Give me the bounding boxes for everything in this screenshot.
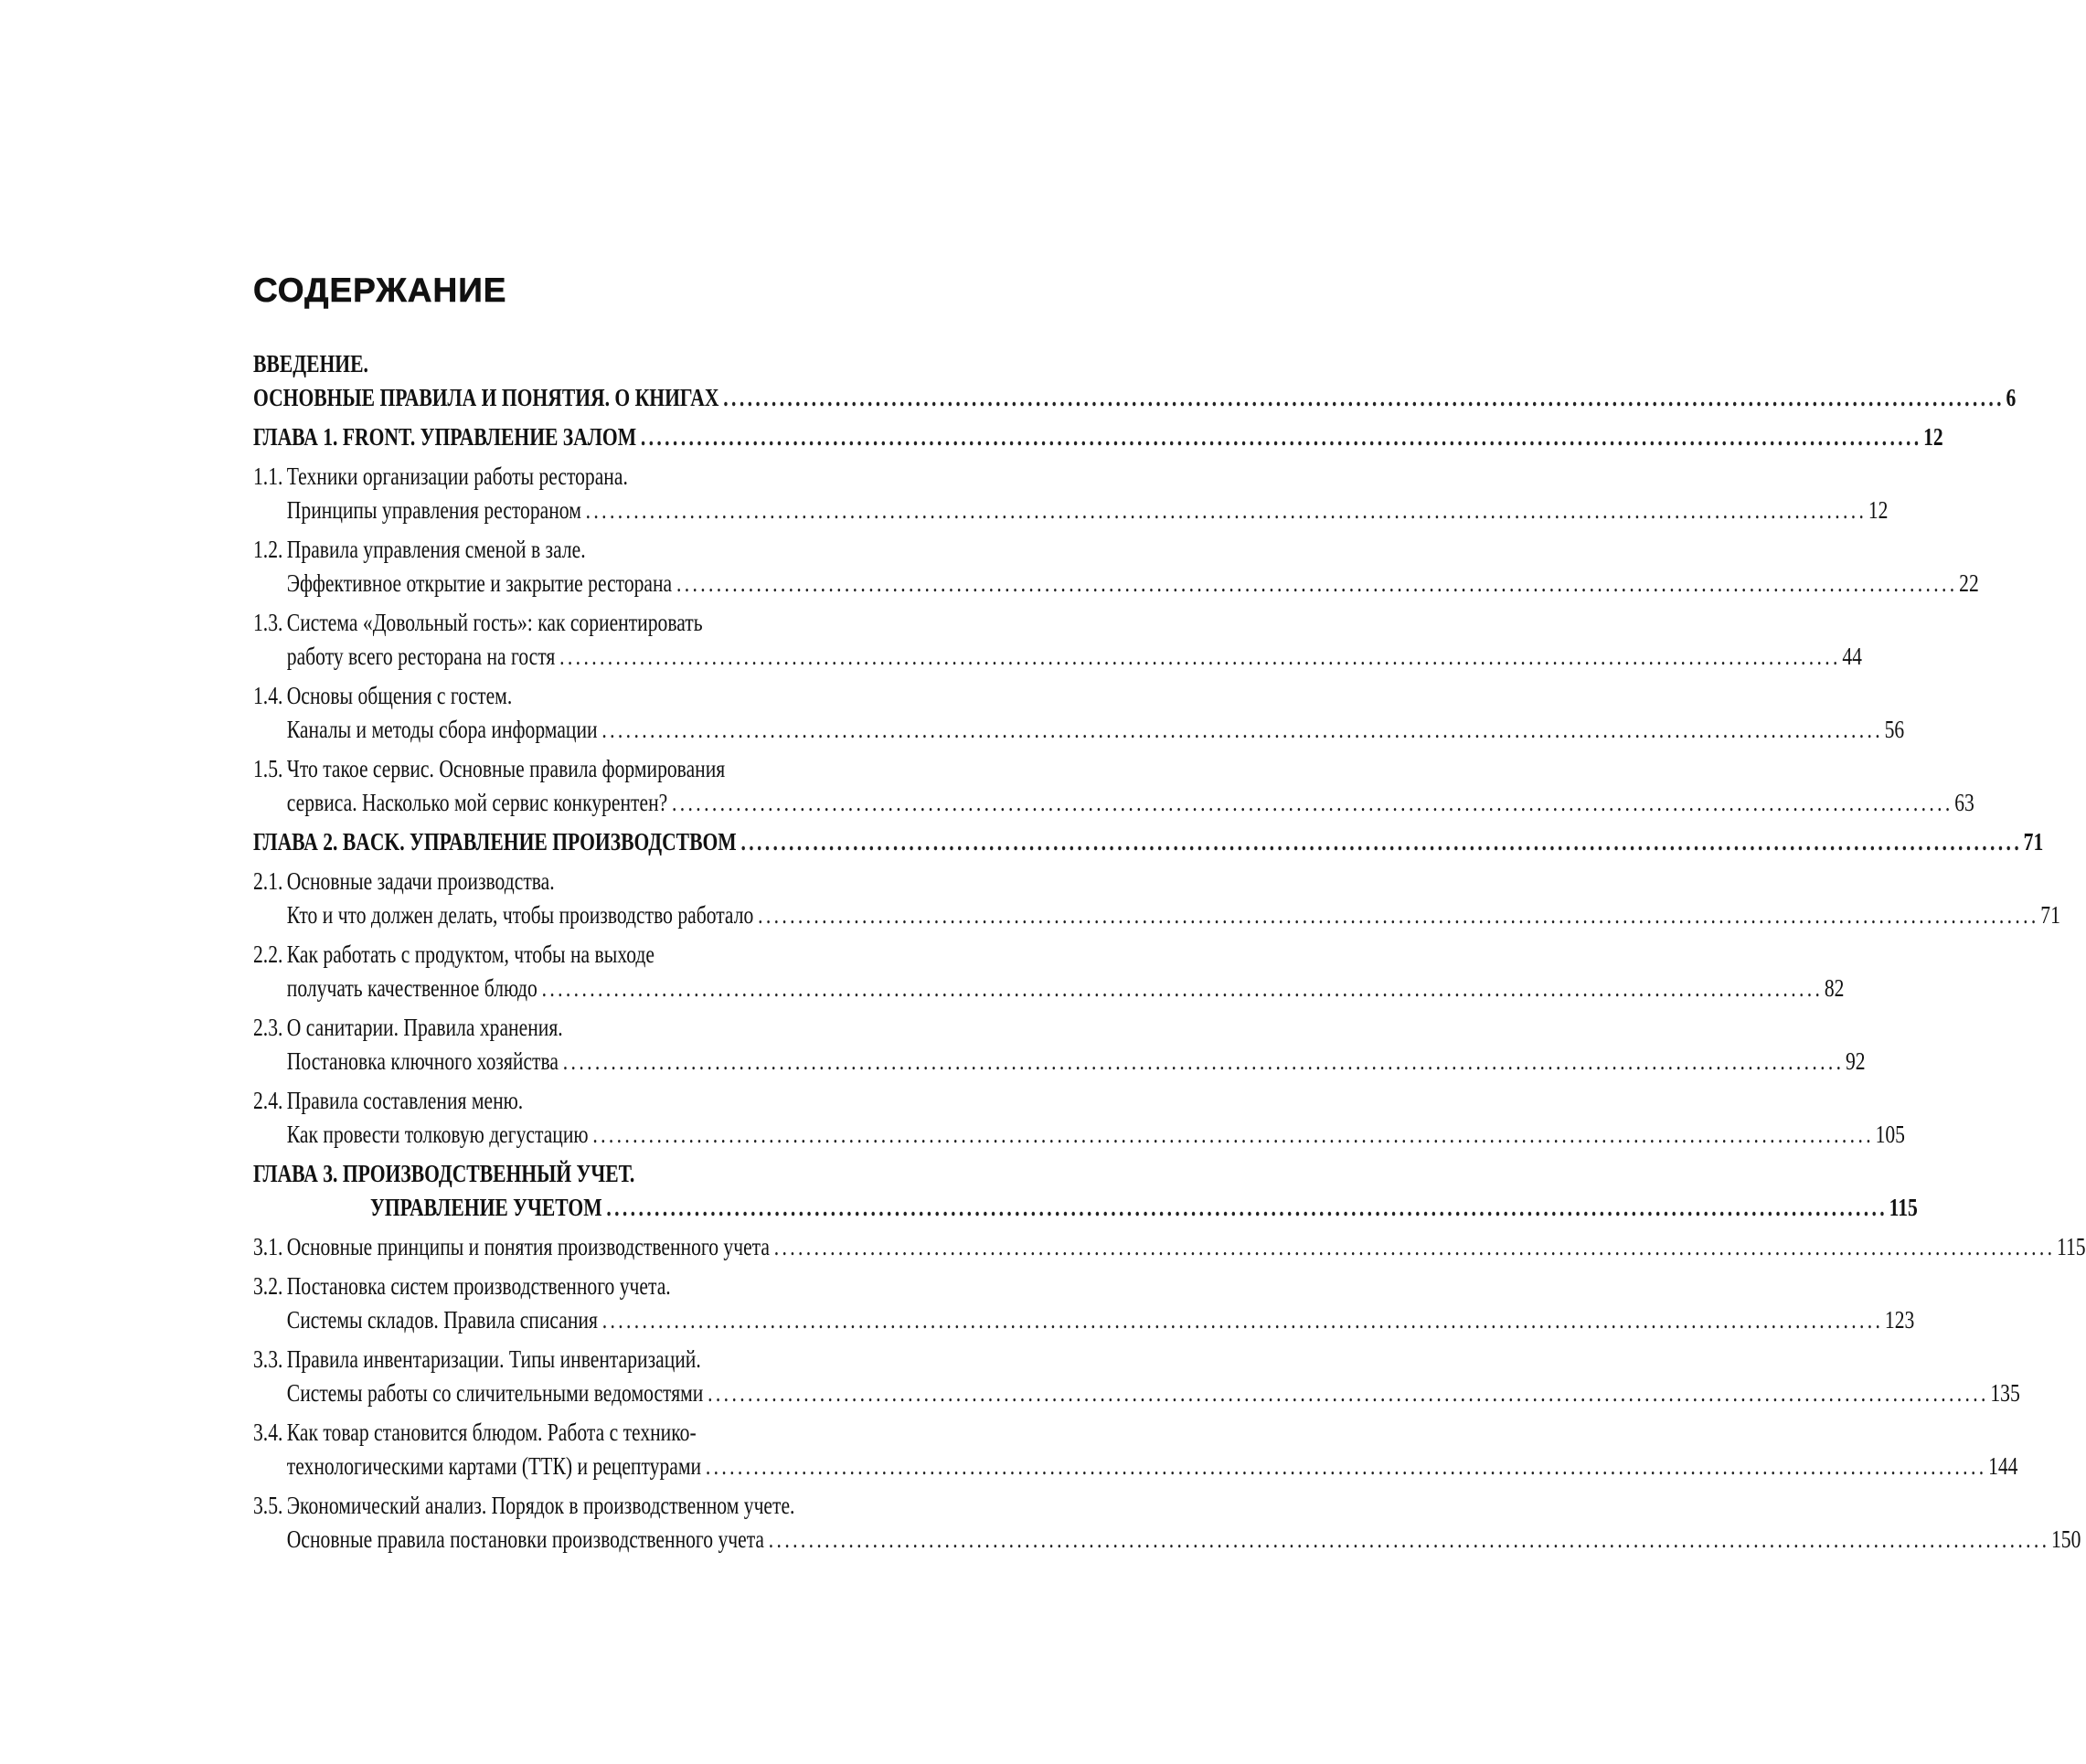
entry-title: Кто и что должен делать, чтобы производство работало <box>286 901 754 929</box>
section-number: 2.2. <box>253 940 283 968</box>
dot-leader: ................................................................................................................................................................ <box>676 569 1958 597</box>
toc-line <box>253 1343 1039 1376</box>
entry-title: Каналы и методы сбора информации <box>286 716 598 743</box>
entry-title: О санитарии. Правила хранения. <box>286 1014 563 1041</box>
toc-line <box>253 1450 2018 1483</box>
dot-leader: ................................................................................................................................................................ <box>601 1306 1884 1334</box>
dot-leader: ................................................................................................................................................................ <box>592 1121 1874 1148</box>
toc-line <box>253 865 1039 898</box>
entry-title: Постановка систем производственного учета. <box>286 1272 671 1300</box>
entry-title: ОСНОВНЫЕ ПРАВИЛА И ПОНЯТИЯ. О КНИГАХ <box>253 384 719 411</box>
page-number: 123 <box>1884 1306 1915 1334</box>
toc-line <box>253 1157 1039 1191</box>
entry-title: Экономический анализ. Порядок в производственном учете. <box>286 1492 795 1519</box>
entry-title: ГЛАВА 2. BACK. УПРАВЛЕНИЕ ПРОИЗВОДСТВОМ <box>253 828 737 855</box>
toc-line <box>253 1376 2020 1410</box>
dot-leader: ................................................................................................................................................................ <box>708 1379 1989 1407</box>
entry-title: Что такое сервис. Основные правила формирования <box>286 755 726 782</box>
entry-title: Правила составления меню. <box>286 1087 524 1114</box>
page-number: 92 <box>1846 1047 1866 1075</box>
toc-section-entry[interactable] <box>253 1343 2020 1410</box>
toc-section-entry[interactable] <box>253 938 1845 1005</box>
page-number: 44 <box>1842 643 1862 670</box>
entry-title: Основные принципы и понятия производственного учета <box>286 1233 770 1260</box>
toc-section-entry[interactable] <box>253 460 1889 527</box>
toc-section-entry[interactable] <box>253 1270 1915 1337</box>
entry-title: получать качественное блюдо <box>286 974 537 1002</box>
page-number: 71 <box>2040 901 2060 929</box>
section-number: 3.1. <box>253 1233 283 1260</box>
toc-line <box>253 679 1039 713</box>
toc-wrapper <box>253 347 2086 1557</box>
page-number: 150 <box>2051 1525 2081 1553</box>
toc-list <box>253 347 2086 1557</box>
entry-title: Основные задачи производства. <box>286 867 555 895</box>
page-number: 6 <box>2006 384 2017 411</box>
section-number: 2.4. <box>253 1087 283 1114</box>
toc-section-entry[interactable] <box>253 533 1979 600</box>
table-of-contents-page <box>253 271 2086 1562</box>
page-number: 12 <box>1923 423 1943 451</box>
toc-line <box>253 786 1974 820</box>
section-number: 3.5. <box>253 1492 283 1519</box>
entry-title: Системы работы со сличительными ведомостями <box>286 1379 704 1407</box>
entry-title: технологическими картами (ТТК) и рецептурами <box>286 1452 702 1480</box>
entry-title: сервиса. Насколько мой сервис конкурентен? <box>286 789 668 816</box>
page-number: 135 <box>1990 1379 2020 1407</box>
toc-line <box>253 825 2044 859</box>
toc-line <box>253 1045 1866 1079</box>
entry-title: Системы складов. Правила списания <box>286 1306 598 1334</box>
page-number: 115 <box>2056 1233 2086 1260</box>
toc-chapter-entry[interactable] <box>253 420 1943 454</box>
toc-section-entry[interactable] <box>253 1011 1866 1079</box>
section-number: 1.1. <box>253 462 283 490</box>
entry-title: Техники организации работы ресторана. <box>286 462 628 490</box>
section-number: 2.1. <box>253 867 283 895</box>
dot-leader: ................................................................................................................................................................ <box>758 901 2039 929</box>
section-number: 3.3. <box>253 1345 283 1373</box>
toc-line <box>253 1084 1039 1118</box>
toc-section-entry[interactable] <box>253 1230 2086 1264</box>
toc-line <box>253 460 1039 494</box>
dot-leader: ................................................................................................................................................................ <box>740 828 2023 855</box>
toc-line <box>253 1523 2081 1557</box>
toc-line <box>253 533 1039 567</box>
entry-title: Система «Довольный гость»: как сориентировать <box>286 609 703 636</box>
page-number: 82 <box>1824 974 1845 1002</box>
toc-line <box>253 898 2060 932</box>
entry-title: Принципы управления рестораном <box>286 496 581 524</box>
entry-title: Правила инвентаризации. Типы инвентаризаций. <box>286 1345 701 1373</box>
toc-section-entry[interactable] <box>253 1416 2018 1483</box>
page-number: 71 <box>2023 828 2044 855</box>
page-number: 12 <box>1868 496 1889 524</box>
entry-title: Как провести толковую дегустацию <box>286 1121 589 1148</box>
toc-line <box>253 1118 1905 1152</box>
page-number: 63 <box>1954 789 1974 816</box>
dot-leader: ................................................................................................................................................................ <box>640 423 1922 451</box>
toc-line <box>253 420 1943 454</box>
toc-line <box>253 606 1039 640</box>
section-number: 1.5. <box>253 755 283 782</box>
toc-section-entry[interactable] <box>253 606 1862 674</box>
section-number: 3.2. <box>253 1272 283 1300</box>
toc-line <box>253 713 1905 747</box>
entry-title: ГЛАВА 3. ПРОИЗВОДСТВЕННЫЙ УЧЕТ. <box>253 1160 635 1187</box>
dot-leader: ................................................................................................................................................................ <box>601 716 1883 743</box>
section-number: 1.3. <box>253 609 283 636</box>
entry-title: Эффективное открытие и закрытие ресторана <box>286 569 673 597</box>
entry-title: ГЛАВА 1. FRONT. УПРАВЛЕНИЕ ЗАЛОМ <box>253 423 637 451</box>
toc-section-entry[interactable] <box>253 679 1905 747</box>
dot-leader: ................................................................................................................................................................ <box>773 1233 2056 1260</box>
toc-line <box>253 1270 1039 1303</box>
dot-leader: ................................................................................................................................................................ <box>562 1047 1845 1075</box>
entry-title: Как работать с продуктом, чтобы на выходе <box>286 940 655 968</box>
toc-chapter-entry[interactable] <box>253 1157 1918 1225</box>
page-title: СОДЕРЖАНИЕ <box>253 271 507 309</box>
toc-section-entry[interactable] <box>253 1489 2081 1557</box>
dot-leader: ................................................................................................................................................................ <box>559 643 1841 670</box>
section-number: 2.3. <box>253 1014 283 1041</box>
dot-leader: ................................................................................................................................................................ <box>672 789 1953 816</box>
toc-line <box>253 1230 2086 1264</box>
entry-title: Основы общения с гостем. <box>286 682 513 709</box>
toc-line <box>253 972 1845 1005</box>
section-number: 1.4. <box>253 682 283 709</box>
dot-leader: ................................................................................................................................................................ <box>723 384 2005 411</box>
toc-section-entry[interactable] <box>253 1084 1905 1152</box>
toc-section-entry[interactable] <box>253 752 1974 820</box>
dot-leader: ................................................................................................................................................................ <box>705 1452 1987 1480</box>
dot-leader: ................................................................................................................................................................ <box>541 974 1824 1002</box>
toc-line <box>253 640 1862 674</box>
toc-line <box>253 1416 1039 1450</box>
toc-line <box>253 347 1039 381</box>
dot-leader: ................................................................................................................................................................ <box>585 496 1868 524</box>
toc-chapter-entry[interactable] <box>253 825 2044 859</box>
toc-line <box>253 567 1979 600</box>
entry-title: Основные правила постановки производственного учета <box>286 1525 764 1553</box>
toc-line <box>253 1011 1039 1045</box>
toc-line <box>253 381 2017 415</box>
toc-chapter-entry[interactable] <box>253 347 2017 415</box>
toc-line <box>253 1489 1039 1523</box>
page-number: 105 <box>1875 1121 1905 1148</box>
toc-line <box>253 1191 1918 1225</box>
page-number: 22 <box>1959 569 1979 597</box>
section-number: 3.4. <box>253 1419 283 1446</box>
page-number: 115 <box>1889 1194 1918 1221</box>
entry-title: Постановка ключного хозяйства <box>286 1047 559 1075</box>
toc-line <box>253 752 1039 786</box>
entry-title: Правила управления сменой в зале. <box>286 536 586 563</box>
toc-line <box>253 1303 1915 1337</box>
dot-leader: ................................................................................................................................................................ <box>768 1525 2050 1553</box>
entry-title: работу всего ресторана на гостя <box>286 643 556 670</box>
page-number: 144 <box>1988 1452 2018 1480</box>
toc-line <box>253 494 1889 527</box>
entry-title: ВВЕДЕНИЕ. <box>253 350 368 377</box>
toc-line <box>253 938 1039 972</box>
entry-title: УПРАВЛЕНИЕ УЧЕТОМ <box>370 1194 602 1221</box>
page-number: 56 <box>1884 716 1905 743</box>
toc-section-entry[interactable] <box>253 865 2060 932</box>
section-number: 1.2. <box>253 536 283 563</box>
entry-title: Как товар становится блюдом. Работа с технико- <box>286 1419 697 1446</box>
dot-leader: ................................................................................................................................................................ <box>606 1194 1888 1221</box>
